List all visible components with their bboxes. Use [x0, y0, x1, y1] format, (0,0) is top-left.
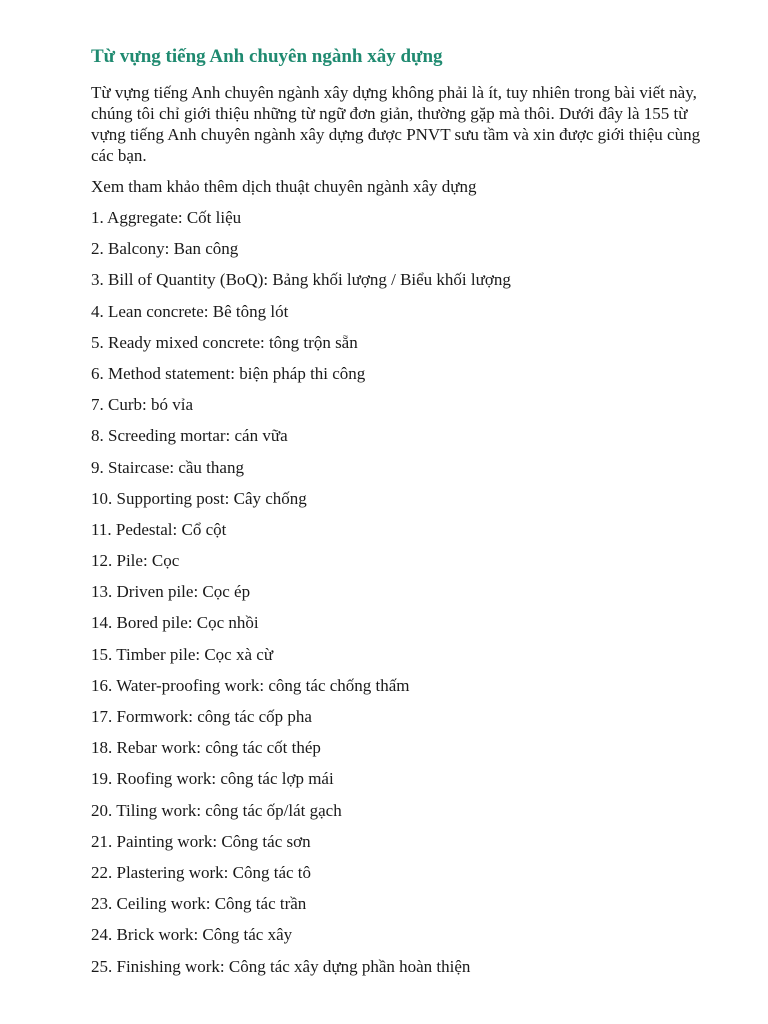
vocabulary-item: 5. Ready mixed concrete: tông trộn sẵn [91, 332, 358, 352]
vocabulary-item: 23. Ceiling work: Công tác trần [91, 894, 307, 914]
vocabulary-item: 21. Painting work: Công tác sơn [91, 831, 311, 851]
vocabulary-item: 19. Roofing work: công tác lợp mái [91, 769, 334, 789]
reference-line: Xem tham khảo thêm dịch thuật chuyên ngành xây dựng [91, 177, 477, 196]
vocabulary-item: 16. Water-proofing work: công tác chống thấm [91, 675, 410, 695]
vocabulary-item: 8. Screeding mortar: cán vữa [91, 426, 288, 446]
vocabulary-item: 13. Driven pile: Cọc ép [91, 582, 251, 602]
vocabulary-item: 2. Balcony: Ban công [91, 239, 239, 259]
vocabulary-item: 3. Bill of Quantity (BoQ): Bảng khối lượng / Biểu khối lượng [91, 270, 511, 290]
vocabulary-item: 6. Method statement: biện pháp thi công [91, 363, 366, 383]
intro-paragraph: Từ vựng tiếng Anh chuyên ngành xây dựng không phải là ít, tuy nhiên trong bài viết này, chúng tôi chỉ giới thiệu những từ ngữ đơn giản, thường gặp mà thôi. Dưới đây là 155 từ vựng tiếng Anh chuyên ngành xây dựng được PNVT sưu tầm và xin được giới thiệu cùng các bạn. [91, 83, 701, 165]
vocabulary-item: 17. Formwork: công tác cốp pha [91, 707, 312, 726]
document-page [91, 44, 721, 987]
vocabulary-item: 25. Finishing work: Công tác xây dựng phần hoàn thiện [91, 956, 471, 976]
vocabulary-item: 24. Brick work: Công tác xây [91, 925, 293, 945]
vocabulary-item: 4. Lean concrete: Bê tông lót [91, 301, 289, 321]
vocabulary-list [91, 207, 721, 977]
vocabulary-item: 15. Timber pile: Cọc xà cừ [91, 644, 274, 664]
vocabulary-item: 7. Curb: bó vỉa [91, 395, 193, 415]
article-title: Từ vựng tiếng Anh chuyên ngành xây dựng [91, 46, 443, 67]
vocabulary-item: 14. Bored pile: Cọc nhồi [91, 613, 259, 633]
vocabulary-item: 10. Supporting post: Cây chống [91, 488, 307, 508]
vocabulary-item: 18. Rebar work: công tác cốt thép [91, 738, 321, 758]
vocabulary-item: 22. Plastering work: Công tác tô [91, 862, 312, 882]
vocabulary-item: 12. Pile: Cọc [91, 551, 180, 571]
vocabulary-item: 11. Pedestal: Cổ cột [91, 519, 227, 539]
vocabulary-item: 1. Aggregate: Cốt liệu [91, 208, 242, 227]
vocabulary-item: 20. Tiling work: công tác ốp/lát gạch [91, 800, 342, 820]
vocabulary-item: 9. Staircase: cầu thang [91, 457, 244, 477]
